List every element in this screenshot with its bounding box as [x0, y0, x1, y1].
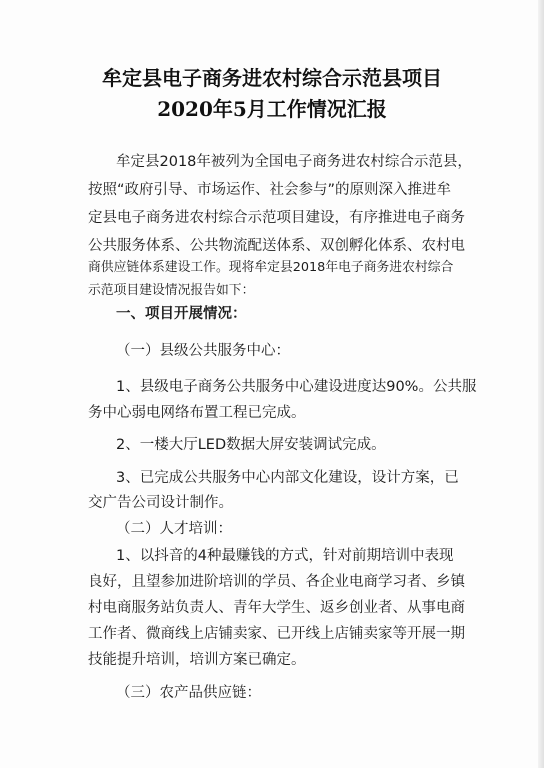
paragraph-line: 1、以抖音的4种最赚钱的方式，针对前期培训中表现: [116, 548, 454, 564]
paragraph-line: 示范项目建设情况报告如下：: [88, 283, 255, 298]
paragraph-line: 3、已完成公共服务中心内部文化建设，设计方案，已: [116, 470, 459, 486]
subsection-heading: （一）县级公共服务中心：: [116, 343, 290, 359]
document-title-line1: 牟定县电子商务进农村综合示范县项目: [102, 66, 442, 90]
paragraph-line: 技能提升培训，培训方案已确定。: [88, 652, 306, 668]
paragraph-line: 按照“政府引导、市场运作、社会参与”的原则深入推进牟: [88, 182, 452, 198]
paragraph-line: 牟定县2018年被列为全国电子商务进农村综合示范县，: [116, 154, 472, 170]
section-heading: 一、项目开展情况：: [116, 306, 247, 322]
page-edge-shadow: [538, 0, 544, 768]
paragraph-line: 1、县级电子商务公共服务中心建设进度达90%。公共服: [116, 379, 477, 395]
paragraph-line: 公共服务体系、公共物流配送体系、双创孵化体系、农村电: [88, 238, 465, 254]
paragraph-line: 务中心弱电网络布置工程已完成。: [88, 405, 306, 421]
paragraph-line: 交广告公司设计制作。: [88, 495, 233, 511]
paragraph-line: 定县电子商务进农村综合示范项目建设，有序推进电子商务: [88, 210, 465, 226]
subsection-heading: （二）人才培训：: [116, 521, 232, 537]
paragraph-line: 2、一楼大厅LED数据大屏安装调试完成。: [116, 437, 386, 453]
document-title-line2: 2020年5月工作情况汇报: [157, 97, 387, 121]
paragraph-line: 工作者、微商线上店铺卖家、已开线上店铺卖家等开展一期: [88, 626, 465, 642]
paragraph-line: 良好，且望参加进阶培训的学员、各企业电商学习者、乡镇: [88, 574, 465, 590]
subsection-heading: （三）农产品供应链：: [116, 685, 261, 701]
paragraph-line: 商供应链体系建设工作。现将牟定县2018年电子商务进农村综合: [88, 260, 454, 275]
paragraph-line: 村电商服务站负责人、青年大学生、返乡创业者、从事电商: [88, 600, 465, 616]
